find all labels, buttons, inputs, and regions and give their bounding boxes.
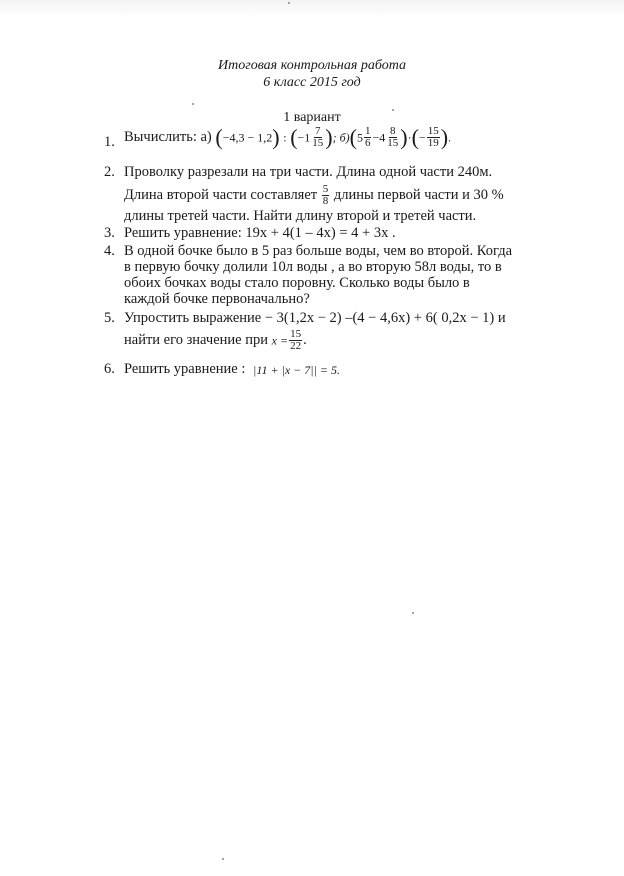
document-subtitle: 6 класс 2015 год <box>263 75 361 90</box>
fraction <box>386 126 399 149</box>
fraction-numerator: 5 <box>322 183 329 195</box>
scan-speck <box>412 612 414 614</box>
task-2-line-1: Проволку разрезали на три части. Длина одной части 240м. <box>124 164 493 180</box>
task-3-text: Решить уравнение: 19х + 4(1 – 4х) = 4 + 3х . <box>124 225 396 241</box>
document-header <box>0 57 624 91</box>
mixed-whole: 5 <box>356 130 363 145</box>
variable-x: x = <box>271 333 289 348</box>
task-5-line-1: Упростить выражение − 3(1,2х − 2) –(4 − 4,6х) + 6( 0,2х − 1) и <box>124 310 506 326</box>
colon: : <box>283 130 287 145</box>
scan-speck <box>192 103 194 105</box>
period: . <box>303 331 307 348</box>
document-title: Итоговая контрольная работа <box>218 58 406 73</box>
task-number: 2. <box>104 164 115 180</box>
variant-label: 1 вариант <box>283 110 341 125</box>
multiply-sign: · <box>407 130 412 145</box>
task-4-line-1: В одной бочке было в 5 раз больше воды, чем во второй. Когда <box>124 243 513 259</box>
task-body: Вычислить: а) (−4,3 − 1,2) : (−1 $\frac{7}{15}$ ); б)(5 $\frac{1}{6}$ −4 $\frac{8}{15}$ )·(− $\frac{15}{19}$ ). <box>124 124 452 150</box>
task-number: 5. <box>104 310 115 326</box>
task-1-text: Вычислить: а) <box>124 128 212 145</box>
task-5-line-2 <box>124 329 307 352</box>
mixed-whole: −1 <box>297 130 311 145</box>
task-number: 6. <box>104 361 115 377</box>
task-number: 3. <box>104 225 115 241</box>
task-6-text: Решить уравнение : <box>124 361 246 377</box>
period: . <box>448 130 452 145</box>
fraction <box>311 126 324 149</box>
fraction-numerator: 15 <box>290 328 302 340</box>
task-2-line-2 <box>124 184 504 207</box>
task-1-expr-a: −4,3 − 1,2 <box>222 130 273 145</box>
fraction <box>289 329 302 352</box>
minus-sign: − <box>372 130 380 145</box>
scan-speck <box>392 109 394 111</box>
fraction-denominator: 15 <box>312 137 324 149</box>
task-6-body <box>124 360 340 379</box>
fraction-numerator: 15 <box>427 125 439 137</box>
fraction-denominator: 22 <box>290 340 302 352</box>
task-2-text-a: Длина второй части составляет <box>124 186 318 203</box>
fraction-denominator: 15 <box>387 137 399 149</box>
mixed-whole: 4 <box>379 130 386 145</box>
fraction-denominator: 8 <box>322 195 329 207</box>
scan-speck <box>222 858 224 860</box>
task-2-line-3: длины третей части. Найти длину второй и третей части. <box>124 208 477 224</box>
task-number: 1. <box>104 134 115 150</box>
task-number: 4. <box>104 243 115 259</box>
fraction-numerator: 7 <box>315 125 321 137</box>
fraction <box>322 184 330 207</box>
task-4-line-2: в первую бочку долили 10л воды , а во вторую 58л воды, то в <box>124 259 502 275</box>
task-5-text: найти его значение при <box>124 331 268 348</box>
scan-speck <box>288 2 290 4</box>
fraction <box>427 126 440 149</box>
minus-sign: − <box>418 130 426 145</box>
fraction-numerator: 8 <box>390 125 396 137</box>
task-1-b-label: ; б) <box>332 130 350 145</box>
task-2-text-b: длины первой части и 30 % <box>333 186 504 203</box>
task-6-equation: |11 + |x − 7|| = 5. <box>253 362 340 377</box>
scan-edge-shadow <box>0 0 624 18</box>
fraction <box>364 126 372 149</box>
task-4-line-3: обоих бочках воды стало поровну. Сколько воды было в <box>124 275 470 291</box>
fraction-numerator: 1 <box>364 125 371 137</box>
task-4-line-4: каждой бочке первоначально? <box>124 291 310 307</box>
fraction-denominator: 19 <box>427 137 439 149</box>
fraction-denominator: 6 <box>364 137 371 149</box>
